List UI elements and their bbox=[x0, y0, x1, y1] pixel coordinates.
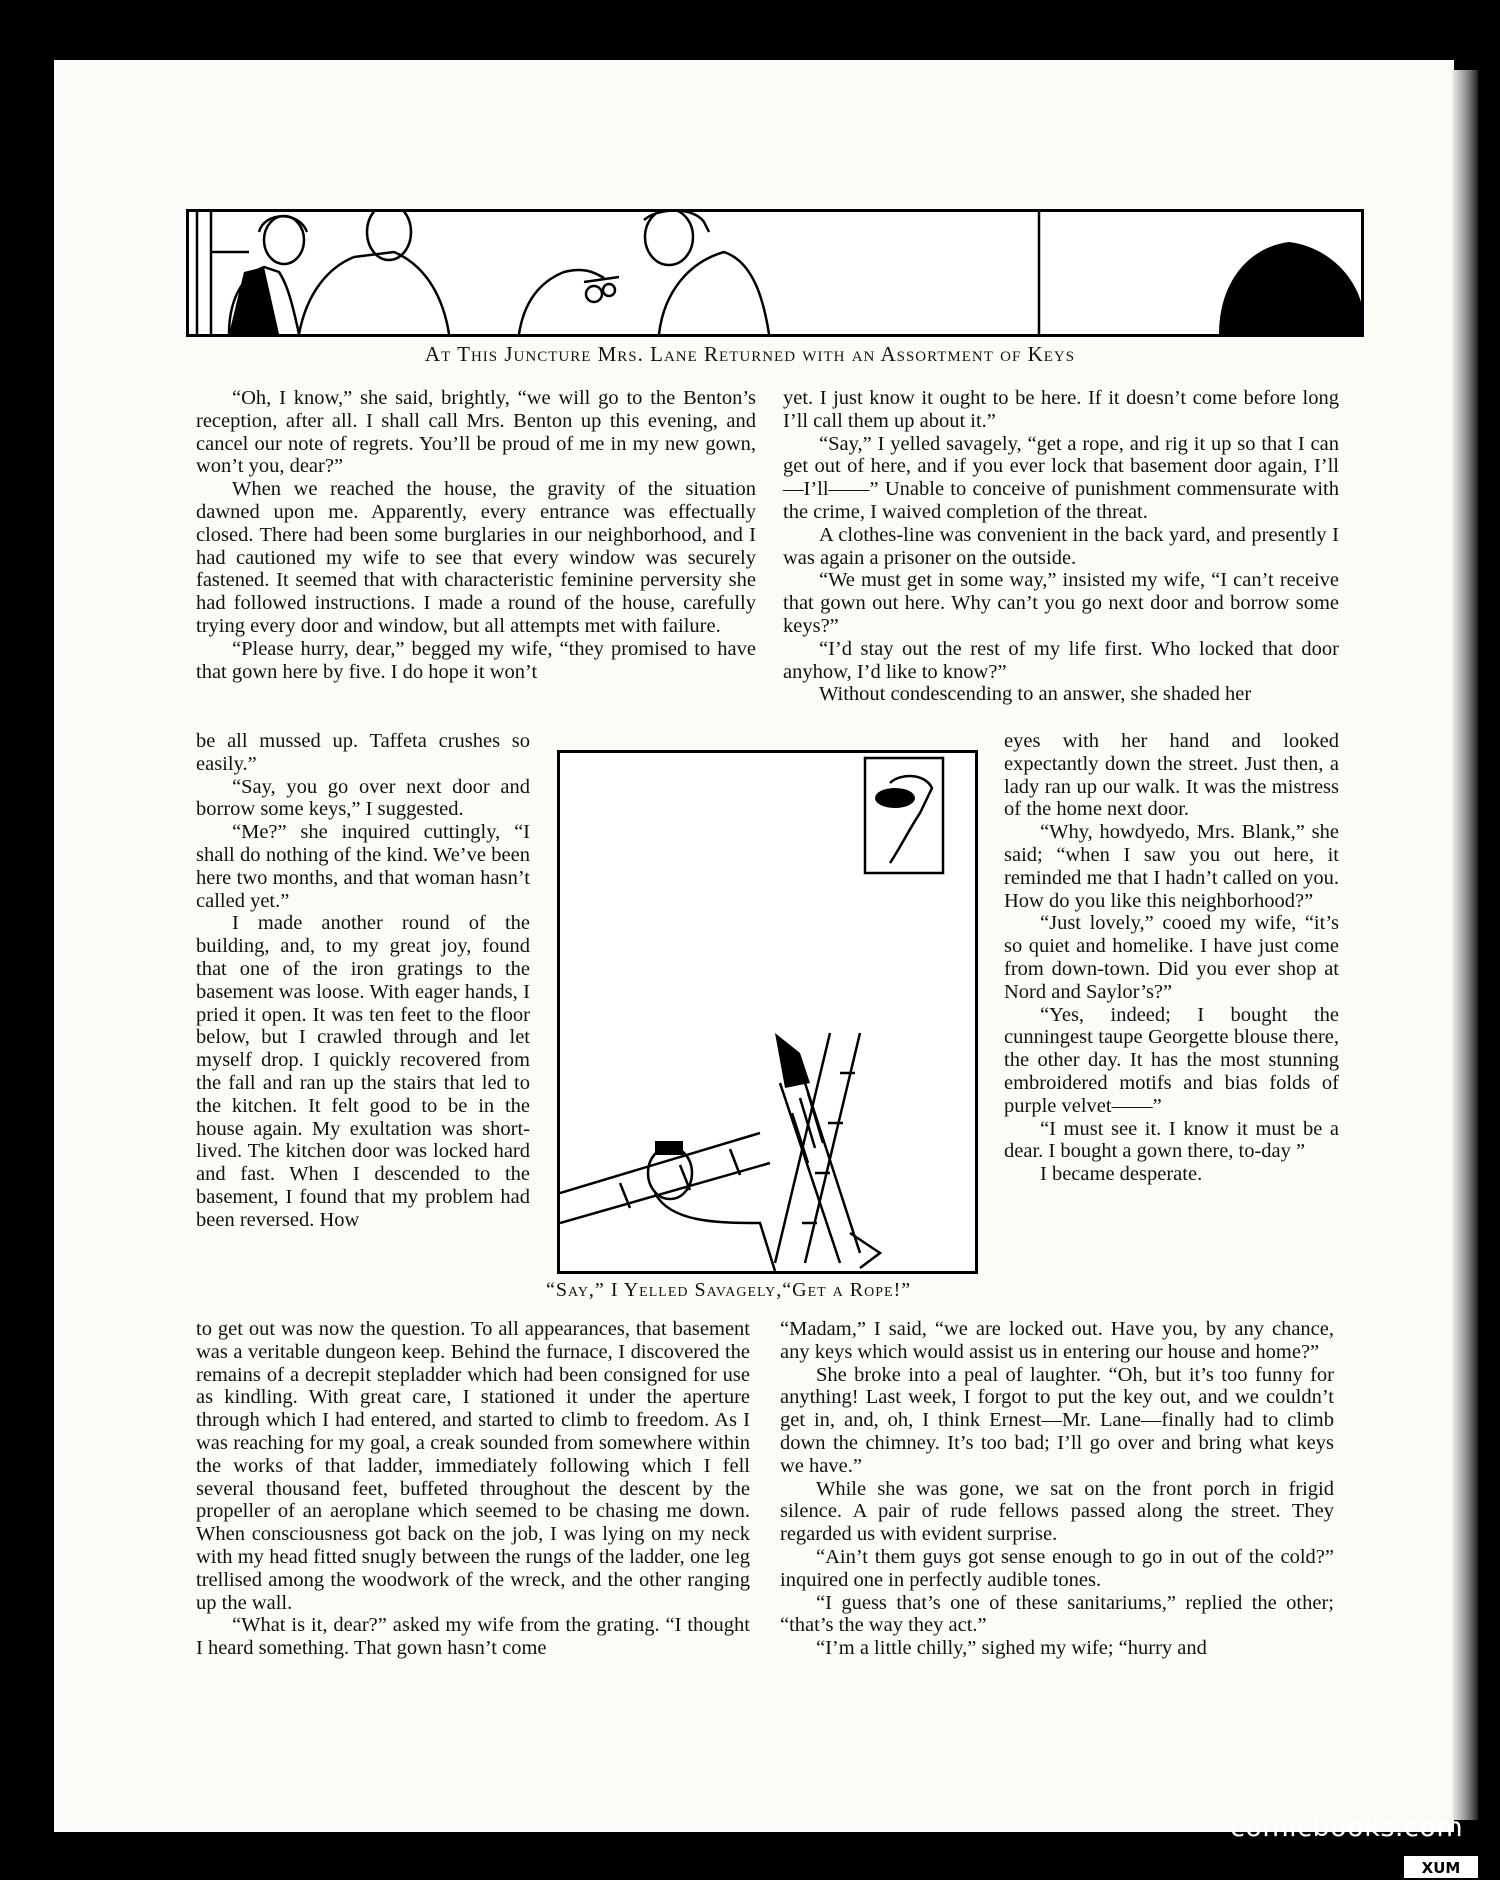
corner-tag: XUM bbox=[1404, 1856, 1478, 1878]
column-2-narrow bbox=[1004, 730, 1339, 1186]
paragraph: eyes with her hand and looked expectantly down the street. Just then, a lady ran up our walk. It was the mistress of the home next door. bbox=[1004, 730, 1339, 821]
column-2-top bbox=[783, 387, 1339, 706]
paragraph: “What is it, dear?” asked my wife from the grating. “I thought I heard something. That gown hasn’t come bbox=[196, 1614, 750, 1660]
paragraph: “Just lovely,” cooed my wife, “it’s so quiet and homelike. I have just come from down-town. Did you ever shop at Nord and Saylor’s?” bbox=[1004, 912, 1339, 1003]
page-edge-shadow bbox=[1452, 70, 1478, 1820]
banner-caption: At This Juncture Mrs. Lane Returned with an Assortment of Keys bbox=[424, 342, 1076, 366]
paragraph: “Me?” she inquired cuttingly, “I shall do nothing of the kind. We’ve been here two months, and that woman hasn’t called yet.” bbox=[196, 821, 530, 912]
paragraph: “Yes, indeed; I bought the cunningest taupe Georgette blouse there, the other day. It has the most stunning embroidered motifs and bias folds of purple velvet——” bbox=[1004, 1003, 1339, 1117]
paragraph: “I’d stay out the rest of my life first. Who locked that door anyhow, I’d like to know?” bbox=[783, 637, 1339, 683]
paragraph: “I guess that’s one of these sanitariums,” replied the other; “that’s the way they act.” bbox=[780, 1591, 1334, 1637]
paragraph: “We must get in some way,” insisted my wife, “I can’t receive that gown out here. Why can’t you go next door and borrow some keys?” bbox=[783, 569, 1339, 637]
watermark-text: comicbooks.com bbox=[1230, 1812, 1464, 1843]
column-1-narrow bbox=[196, 730, 530, 1232]
ladder-illustration bbox=[557, 750, 978, 1274]
column-1-top bbox=[196, 387, 756, 683]
illustration-caption: “Say,” I Yelled Savagely,“Get a Rope!” bbox=[546, 1279, 912, 1301]
paragraph: I became desperate. bbox=[1040, 1163, 1203, 1186]
paragraph: “Why, howdyedo, Mrs. Blank,” she said; “when I saw you out here, it reminded me that I hadn’t called on you. How do you like this neighborhood?” bbox=[1004, 821, 1339, 912]
paragraph: “Say, you go over next door and borrow some keys,” I suggested. bbox=[196, 775, 530, 821]
paragraph: She broke into a peal of laughter. “Oh, but it’s too funny for anything! Last week, I forgot to put the key out, and we couldn’t get in, and, oh, I think Ernest—Mr. Lane—finally had to climb down the chimney. It’s too bad; I’ll go over and bring what keys we have.” bbox=[780, 1363, 1334, 1477]
paragraph: A clothes-line was convenient in the back yard, and presently I was again a prisoner on the outside. bbox=[783, 523, 1339, 569]
paragraph: to get out was now the question. To all appearances, that basement was a veritable dungeon keep. Behind the furnace, I discovered the remains of a decrepit stepladder which had been consigned for use as kindling. With great care, I stationed it under the aperture through which I had entered, and started to climb to freedom. As I was reaching for my goal, a creak sounded from somewhere within the works of that ladder, immediately following which I fell several thousand feet, buffeted throughout the descent by the propeller of an aeroplane which seemed to be chasing me down. When consciousness got back on the job, I was lying on my neck with my head fitted snugly between the rungs of the ladder, one leg trellised among the woodwork of the wreck, and the other ranging up the wall. bbox=[196, 1318, 750, 1614]
paragraph: “Please hurry, dear,” begged my wife, “they promised to have that gown here by five. I do hope it won’t bbox=[196, 637, 756, 683]
paragraph: “Oh, I know,” she said, brightly, “we will go to the Benton’s reception, after all. I shall call Mrs. Benton up this evening, and cancel our note of regrets. You’ll be proud of me in my new gown, won’t you, dear?” bbox=[196, 387, 756, 478]
paragraph: “Madam,” I said, “we are locked out. Have you, by any chance, any keys which would assist us in entering our house and home?” bbox=[780, 1318, 1334, 1363]
paragraph: While she was gone, we sat on the front porch in frigid silence. A pair of rude fellows passed along the street. They regarded us with evident surprise. bbox=[780, 1477, 1334, 1546]
paragraph: When we reached the house, the gravity of the situation dawned upon me. Apparently, every entrance was effectually closed. There had been some burglaries in our neighborhood, and I had cautioned my wife to see that every window was securely fastened. It seemed that with characteristic feminine perversity she had followed instructions. I made a round of the house, carefully trying every door and window, but all attempts met with failure. bbox=[196, 478, 756, 637]
paragraph: I made another round of the building, and, to my great joy, found that one of the iron gratings to the basement was loose. With eager hands, I pried it open. It was ten feet to the floor below, but I crawled through and let myself drop. I quickly recovered from the fall and ran up the stairs that led to the kitchen. It felt good to be in the house again. My exultation was short-lived. The kitchen door was locked hard and fast. When I descended to the basement, I found that my problem had been reversed. How bbox=[196, 912, 530, 1231]
banner-illustration bbox=[186, 209, 1364, 337]
paragraph: Without condescending to an answer, she shaded her bbox=[819, 683, 1252, 706]
column-1-bottom bbox=[196, 1318, 750, 1660]
column-2-bottom bbox=[780, 1318, 1334, 1660]
paragraph: be all mussed up. Taffeta crushes so easily.” bbox=[196, 730, 530, 775]
paragraph: yet. I just know it ought to be here. If it doesn’t come before long I’ll call them up about it.” bbox=[783, 387, 1339, 432]
paragraph: “Say,” I yelled savagely, “get a rope, and rig it up so that I can get out of here, and if you ever lock that basement door again, I’ll—I’ll——” Unable to conceive of punishment commensurate with the crime, I waived completion of the threat. bbox=[783, 432, 1339, 523]
paragraph: “Ain’t them guys got sense enough to go in out of the cold?” inquired one in perfectly audible tones. bbox=[780, 1545, 1334, 1591]
paragraph: “I must see it. I know it must be a dear. I bought a gown there, to-day ” bbox=[1004, 1117, 1339, 1163]
paragraph: “I’m a little chilly,” sighed my wife; “hurry and bbox=[816, 1637, 1207, 1660]
